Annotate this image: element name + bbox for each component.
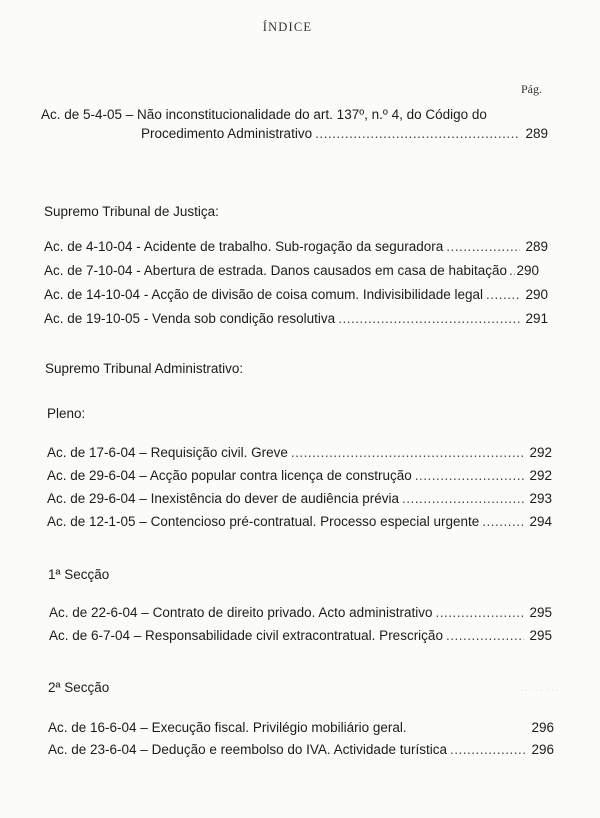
entry-page: 296 (531, 742, 554, 757)
toc-entry[interactable] (47, 491, 552, 507)
dot-leader (482, 514, 524, 530)
page-title: ÍNDICE (262, 20, 313, 34)
section-heading-stj: Supremo Tribunal de Justiça: (44, 204, 219, 219)
toc-entry[interactable] (49, 628, 552, 644)
entry-text: Ac. de 29-6-04 – Acção popular contra licença de construção (47, 468, 412, 483)
entry-text: Ac. de 16-6-04 – Execução fiscal. Privilégio mobiliário geral. (48, 720, 407, 735)
toc-entry[interactable] (44, 311, 548, 327)
entry-text: Ac. de 19-10-05 - Venda sob condição resolutiva (44, 311, 336, 326)
entry-page: 291 (525, 311, 548, 326)
entry-page: 295 (529, 605, 552, 620)
dot-leader (435, 605, 524, 621)
entry-page: 293 (529, 491, 552, 506)
toc-entry[interactable] (44, 263, 548, 279)
toc-entry[interactable] (48, 742, 554, 758)
toc-entry[interactable] (49, 605, 552, 621)
dot-leader (450, 742, 526, 758)
toc-entry[interactable] (141, 126, 548, 142)
entry-text: Ac. de 23-6-04 – Dedução e reembolso do IVA. Actividade turística (48, 742, 447, 757)
entry-text: Ac. de 6-7-04 – Responsabilidade civil extracontratual. Prescrição (49, 628, 443, 643)
dot-leader (486, 287, 520, 303)
section-heading-seccao-1: 1ª Secção (48, 567, 110, 582)
toc-entry[interactable] (44, 239, 548, 255)
entry-text: Ac. de 7-10-04 - Abertura de estrada. Danos causados em casa de habitação (44, 263, 508, 278)
entry-text: Ac. de 29-6-04 – Inexistência do dever de audiência prévia (47, 491, 399, 506)
entry-page: 289 (525, 239, 548, 254)
entry-text: Procedimento Administrativo (141, 126, 313, 141)
entry-page: 294 (529, 514, 552, 529)
entry-page: 290 (525, 287, 548, 302)
entry-page: 296 (531, 720, 554, 735)
entry-page: 290 (516, 263, 540, 278)
entry-page: 289 (525, 126, 548, 141)
dot-leader (338, 311, 520, 327)
toc-entry[interactable] (47, 445, 552, 461)
dot-leader (446, 628, 524, 644)
entry-text: Ac. de 14-10-04 - Acção de divisão de coisa comum. Indivisibilidade legal (44, 287, 483, 302)
entry-text: Ac. de 4-10-04 - Acidente de trabalho. Sub-rogação da seguradora (44, 239, 444, 254)
toc-entry[interactable] (44, 287, 548, 303)
entry-page: 295 (529, 628, 552, 643)
section-heading-seccao-2: 2ª Secção (48, 680, 110, 695)
dot-leader (291, 445, 524, 461)
entry-page: 292 (529, 468, 552, 483)
toc-entry[interactable] (47, 468, 552, 484)
entry-text: Ac. de 12-1-05 – Contencioso pré-contratual. Processo especial urgente (47, 514, 480, 529)
toc-entry[interactable] (47, 514, 552, 530)
toc-entry[interactable] (48, 720, 554, 736)
section-heading-pleno: Pleno: (47, 406, 86, 421)
entry-text: Ac. de 17-6-04 – Requisição civil. Greve (47, 445, 288, 460)
entry-text: Ac. de 22-6-04 – Contrato de direito privado. Acto administrativo (49, 605, 433, 620)
entry-line-1: Ac. de 5-4-05 – Não inconstitucionalidade do art. 137º, n.º 4, do Código do (41, 107, 487, 122)
entry-page: 292 (529, 445, 552, 460)
dot-leader (446, 239, 520, 255)
dot-leader (315, 126, 520, 142)
dot-leader (402, 491, 524, 507)
dot-leader (415, 468, 524, 484)
page-column-label: Pág. (521, 82, 542, 96)
section-heading-sta: Supremo Tribunal Administrativo: (45, 361, 244, 376)
show-through-mark: ·· ··· ··· (520, 682, 559, 696)
